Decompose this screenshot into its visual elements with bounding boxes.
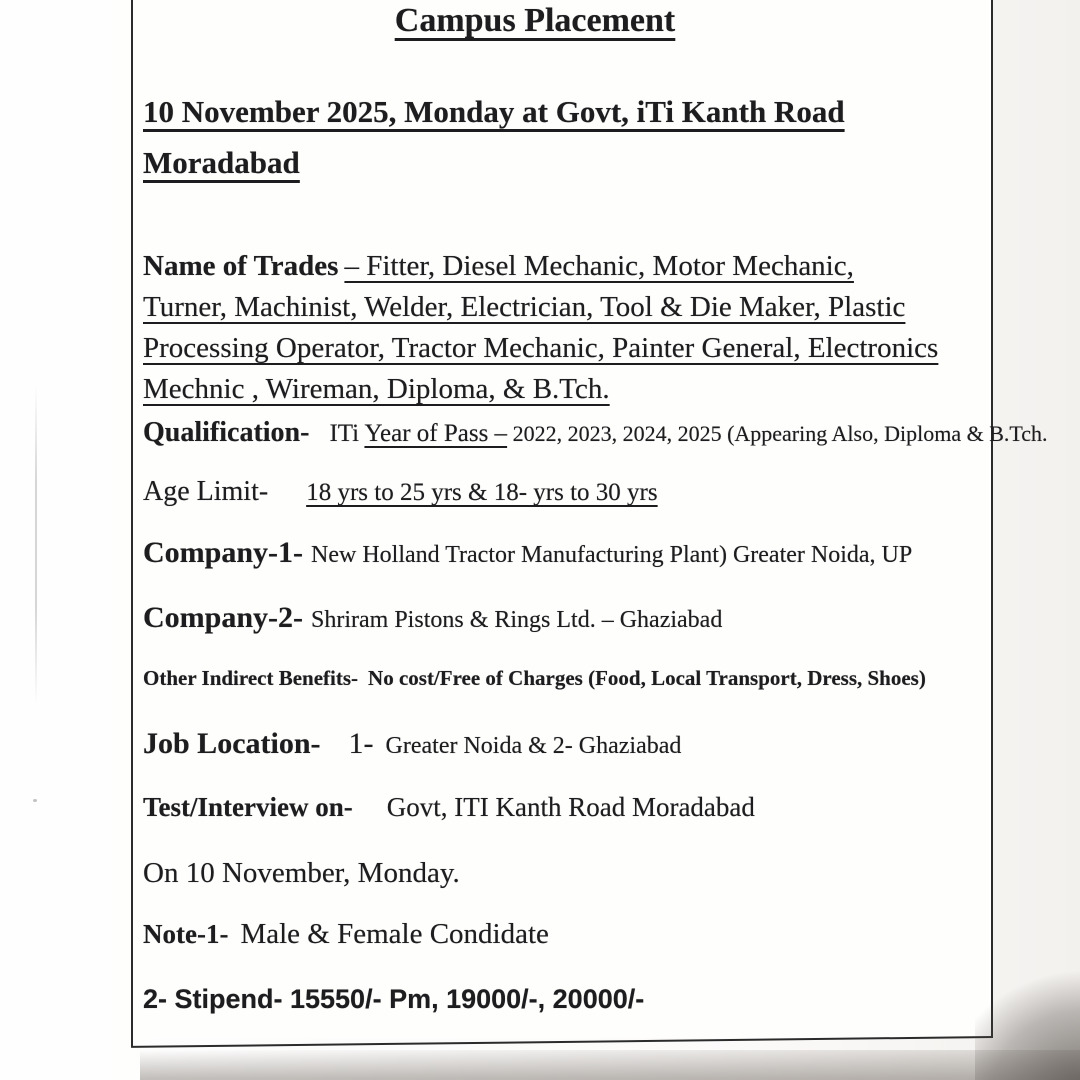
company-2-label: Company-2- xyxy=(143,601,304,634)
stipend-text: 2- Stipend- 15550/- Pm, 19000/-, 20000/- xyxy=(143,984,645,1014)
test-date-text: On 10 November, Monday. xyxy=(143,857,460,889)
job-location-row xyxy=(143,727,971,761)
company-2-value: Shriram Pistons & Rings Ltd. – Ghaziabad xyxy=(311,607,723,633)
test-date-row xyxy=(143,857,971,890)
scan-shadow-corner xyxy=(975,945,1080,1080)
notice-page xyxy=(131,0,1048,1048)
benefits-row xyxy=(143,666,971,691)
stipend-row xyxy=(143,984,971,1015)
event-date-line2: Moradabad xyxy=(143,145,300,180)
trades-value-1: – Fitter, Diesel Mechanic, Motor Mechanic, xyxy=(344,250,854,282)
company-2-row xyxy=(143,601,971,635)
trades-line xyxy=(143,287,971,328)
note-1-row xyxy=(143,918,971,951)
note-1-value: Male & Female Condidate xyxy=(240,918,549,950)
qualification-prefix: ITi xyxy=(329,420,360,447)
event-date-line1: 10 November 2025, Monday at Govt, iTi Kanth Road xyxy=(143,94,845,129)
scan-speck-artifact xyxy=(33,799,37,802)
job-location-value: Greater Noida & 2- Ghaziabad xyxy=(385,733,682,759)
event-date-heading xyxy=(143,86,971,188)
note-1-label: Note-1- xyxy=(143,919,229,949)
trades-section xyxy=(143,246,971,410)
test-interview-row xyxy=(143,792,971,823)
job-location-label: Job Location- xyxy=(143,727,321,760)
company-1-value: New Holland Tractor Manufacturing Plant) Greater Noida, UP xyxy=(311,542,913,568)
qualification-underlined: Year of Pass – xyxy=(364,420,508,447)
qualification-label: Qualification- xyxy=(143,417,310,448)
benefits-label: Other Indirect Benefits- xyxy=(143,666,359,690)
company-1-label: Company-1- xyxy=(143,536,304,569)
trades-label: Name of Trades xyxy=(143,250,339,282)
qualification-row xyxy=(143,417,1048,449)
trades-value-2: Turner, Machinist, Welder, Electrician, Tool & Die Maker, Plastic xyxy=(143,291,906,323)
benefits-value: No cost/Free of Charges (Food, Local Transport, Dress, Shoes) xyxy=(368,666,926,690)
qualification-years: 2022, 2023, 2024, 2025 (Appearing Also, Diploma & B.Tch. xyxy=(512,421,1048,446)
job-location-number: 1- xyxy=(348,727,374,760)
page-title xyxy=(143,2,971,40)
age-limit-label: Age Limit- xyxy=(143,476,269,507)
test-interview-label: Test/Interview on- xyxy=(143,792,353,822)
test-interview-value: Govt, ITI Kanth Road Moradabad xyxy=(386,792,755,822)
age-limit-value: 18 yrs to 25 yrs & 18- yrs to 30 yrs xyxy=(306,479,658,506)
trades-line xyxy=(143,369,971,410)
scan-crease-artifact xyxy=(35,385,37,705)
company-1-row xyxy=(143,536,971,570)
trades-line xyxy=(143,246,971,287)
trades-line xyxy=(143,328,971,369)
age-limit-row xyxy=(143,476,971,508)
trades-value-4: Mechnic , Wireman, Diploma, & B.Tch. xyxy=(143,373,610,405)
trades-value-3: Processing Operator, Tractor Mechanic, Painter General, Electronics xyxy=(143,332,939,364)
scan-shadow-bottom xyxy=(140,1050,1080,1080)
page-title-text: Campus Placement xyxy=(394,2,676,39)
